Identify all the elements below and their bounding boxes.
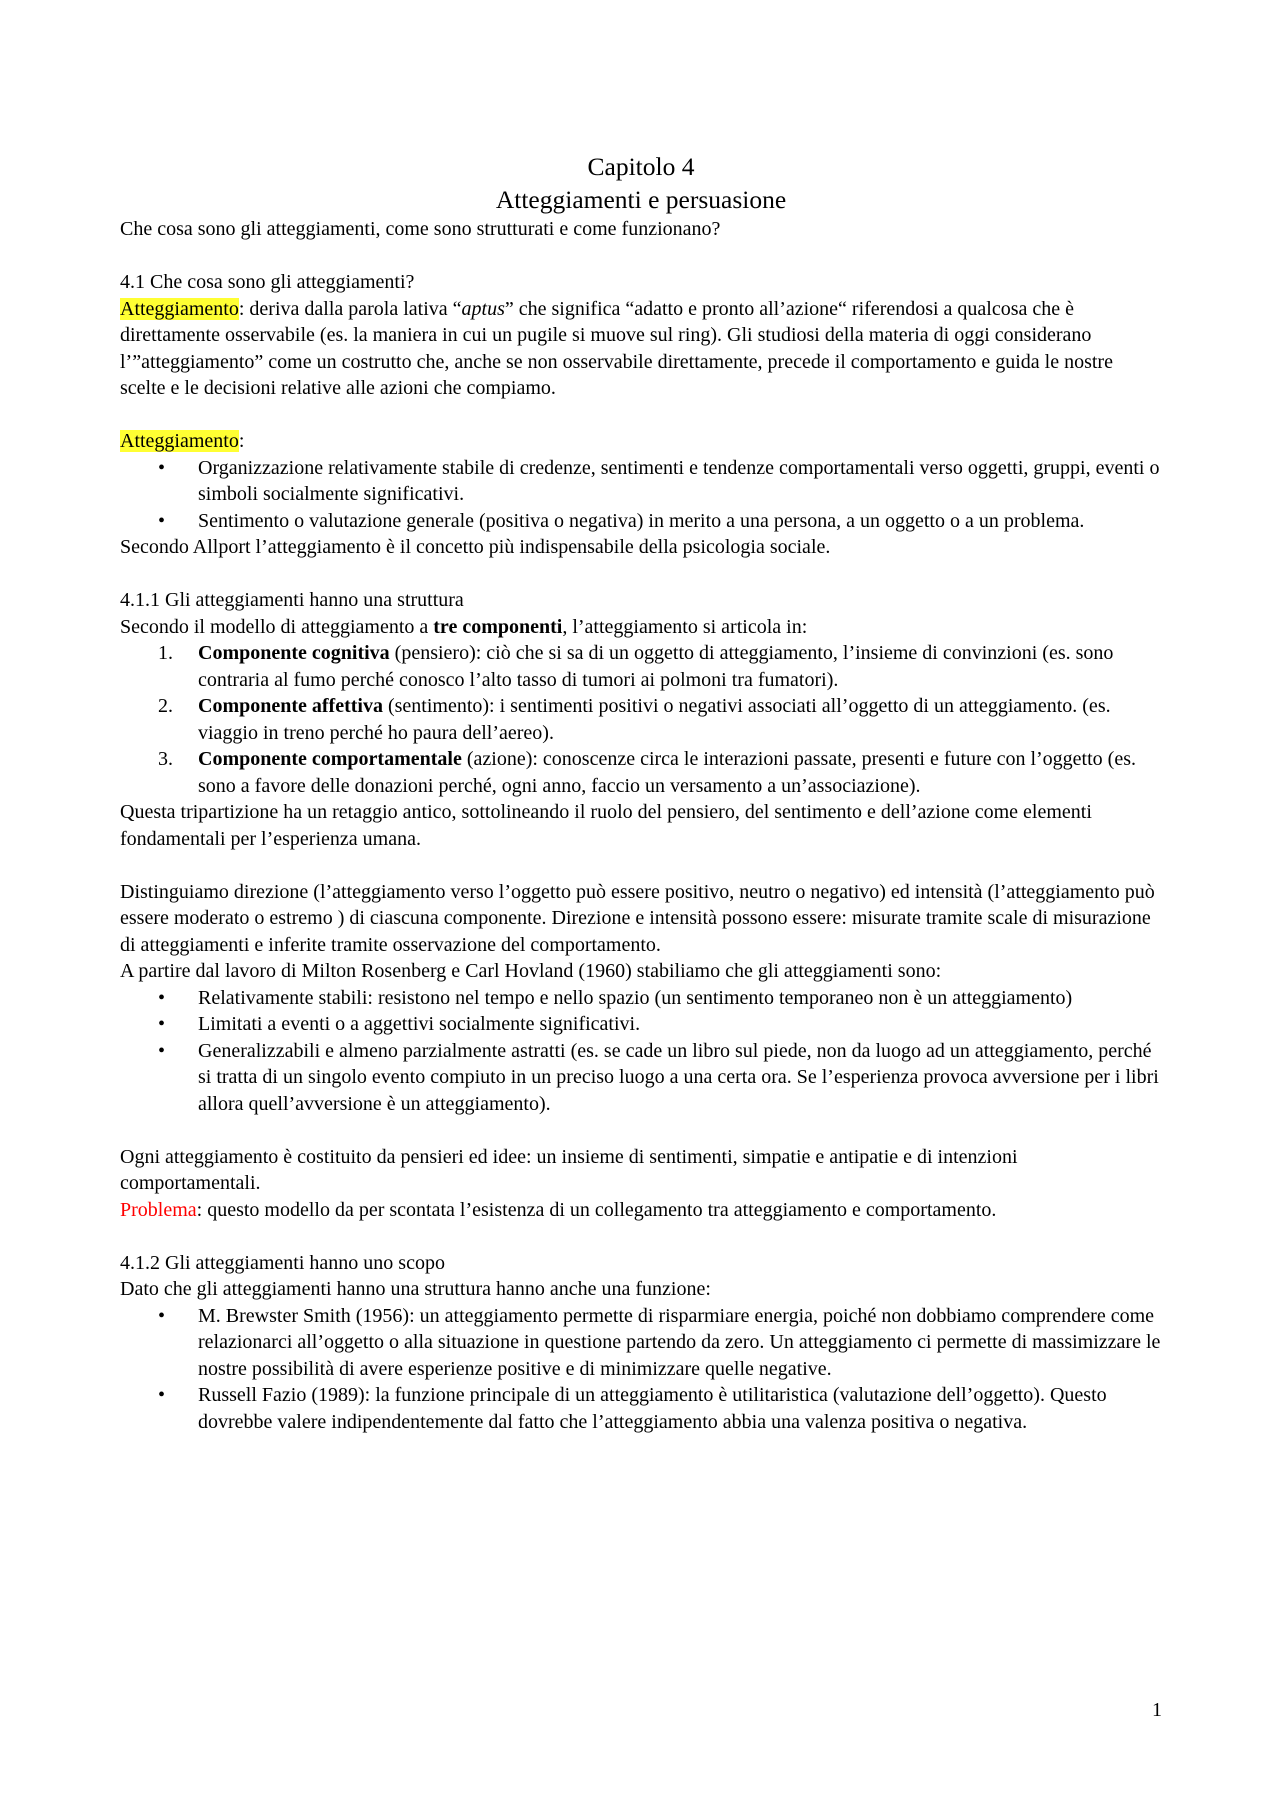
rosenberg-paragraph: A partire dal lavoro di Milton Rosenberg e Carl Hovland (1960) stabiliamo che gli atteggiamenti sono: (120, 960, 942, 982)
chapter-name: Atteggiamenti e persuasione (495, 185, 787, 214)
list-item: 2. Componente affettiva (sentimento): i sentimenti positivi o negativi associati all’oggetto di un atteggiamento. (es. viaggio in treno perché ho paura dell’aereo). (158, 695, 1111, 744)
distinguiamo-paragraph: Distinguiamo direzione (l’atteggiamento verso l’oggetto può essere positivo, neutro o negativo) ed intensità (l’atteggiamento può essere moderato o estremo ) di ciascuna componente. Direzione e intensità possono essere: misurate tramite scale di misurazione di atteggiamenti e inferite tramite osservazione del comportamento. (120, 880, 1155, 956)
spacer (120, 402, 1162, 429)
section-4-1-2-heading: 4.1.2 Gli atteggiamenti hanno uno scopo (120, 1251, 445, 1274)
chapter-number: Capitolo 4 (587, 152, 695, 181)
atteggiamento-label: Atteggiamento: (120, 430, 245, 452)
list-item: • Russell Fazio (1989): la funzione principale di un atteggiamento è utilitaristica (valutazione dell’oggetto). Questo dovrebbe valere indipendentemente dal fatto che l’atteggiamento abbia una valenza positiva o negativa. (158, 1384, 1107, 1433)
list-item: • M. Brewster Smith (1956): un atteggiamento permette di risparmiare energia, poiché non dobbiamo comprendere come relazionarci all’oggetto o alla situazione in questione partendo da zero. Un atteggiamento ci permette di massimizzare le nostre possibilità di avere esperienze positive e di minimizzare quelle negative. (158, 1304, 1161, 1380)
highlighted-term: Atteggiamento (120, 430, 239, 452)
page-number: 1 (1152, 1699, 1162, 1721)
problema-label: Problema (120, 1198, 197, 1221)
atteggiamento-definition: Atteggiamento: deriva dalla parola lativa “aptus” che significa “adatto e pronto all’azione“ riferendosi a qualcosa che è direttamente osservabile (es. la maniera in cui un pugile si muove sul ring). Gli studiosi della materia di oggi considerano l’”atteggiamento” come un costrutto che, anche se non osservabile direttamente, precede il comportamento e guida le nostre scelte e le decisioni relative alle azioni che compiamo. (120, 297, 1113, 399)
components-list (120, 640, 1162, 799)
list-item: • Relativamente stabili: resistono nel tempo e nello spazio (un sentimento temporaneo non è un atteggiamento) (120, 985, 1162, 1012)
list-number: 3. (158, 748, 173, 770)
bullet-icon: • (158, 1039, 166, 1062)
list-number: 2. (158, 695, 173, 717)
function-intro: Dato che gli atteggiamenti hanno una struttura hanno anche una funzione: (120, 1278, 711, 1300)
functions-list (120, 1303, 1162, 1436)
bullet-icon: • (158, 509, 166, 532)
bullet-icon: • (158, 456, 166, 479)
section-4-1-1-heading: 4.1.1 Gli atteggiamenti hanno una struttura (120, 589, 464, 611)
bullet-icon: • (158, 986, 166, 1009)
problema-paragraph: Problema: questo modello da per scontata l’esistenza di un collegamento tra atteggiamento e comportamento. (120, 1198, 997, 1221)
three-components-intro: Secondo il modello di atteggiamento a tre componenti, l’atteggiamento si articola in: (120, 615, 808, 638)
chapter-title (120, 150, 1162, 216)
bullet-icon: • (158, 1384, 166, 1406)
spacer (120, 243, 1162, 270)
list-item: 3. Componente comportamentale (azione): conoscenze circa le interazioni passate, presenti e future con l’oggetto (es. sono a favore delle donazioni perché, ogni anno, faccio un versamento a un’associazione). (158, 748, 1136, 797)
allport-paragraph: Secondo Allport l’atteggiamento è il concetto più indispensabile della psicologia sociale. (120, 536, 831, 558)
list-item: • Limitati a eventi o a aggettivi socialmente significativi. (120, 1011, 1162, 1038)
list-item: 1. Componente cognitiva (pensiero): ciò che si sa di un oggetto di atteggiamento, l’insieme di convinzioni (es. sono contraria al fumo perché conosco l’alto tasso di tumori ai polmoni tra fumatori). (158, 642, 1114, 691)
aptus-italic: aptus (461, 297, 505, 320)
intro-question: Che cosa sono gli atteggiamenti, come sono strutturati e come funzionano? (120, 218, 721, 240)
spacer (120, 852, 1162, 879)
tripartizione-paragraph: Questa tripartizione ha un retaggio antico, sottolineando il ruolo del pensiero, del sentimento e dell’azione come elementi fondamentali per l’esperienza umana. (120, 801, 1092, 850)
spacer (120, 561, 1162, 588)
section-4-1-heading: 4.1 Che cosa sono gli atteggiamenti? (120, 271, 415, 293)
list-number: 1. (158, 642, 173, 664)
bullet-icon: • (158, 1304, 166, 1327)
definition-list (120, 455, 1162, 535)
list-item: • Sentimento o valutazione generale (positiva o negativa) in merito a una persona, a un oggetto o a un problema. (120, 508, 1162, 535)
properties-list (120, 985, 1162, 1118)
list-item: • Organizzazione relativamente stabile di credenze, sentimenti e tendenze comportamentali verso oggetti, gruppi, eventi o simboli socialmente significativi. (158, 456, 1160, 505)
list-item: • Generalizzabili e almeno parzialmente astratti (es. se cade un libro sul piede, non da luogo ad un atteggiamento, perché si tratta di un singolo evento compiuto in un preciso luogo a una certa ora. Se l’esperienza provoca avversione per i libri allora quell’avversione è un atteggiamento). (158, 1039, 1159, 1115)
spacer (120, 1223, 1162, 1250)
bullet-icon: • (158, 1013, 166, 1035)
highlighted-term: Atteggiamento (120, 297, 239, 320)
spacer (120, 1117, 1162, 1144)
ogni-atteggiamento-paragraph: Ogni atteggiamento è costituito da pensieri ed idee: un insieme di sentimenti, simpatie e antipatie e di intenzioni comportamentali. (120, 1145, 1018, 1194)
